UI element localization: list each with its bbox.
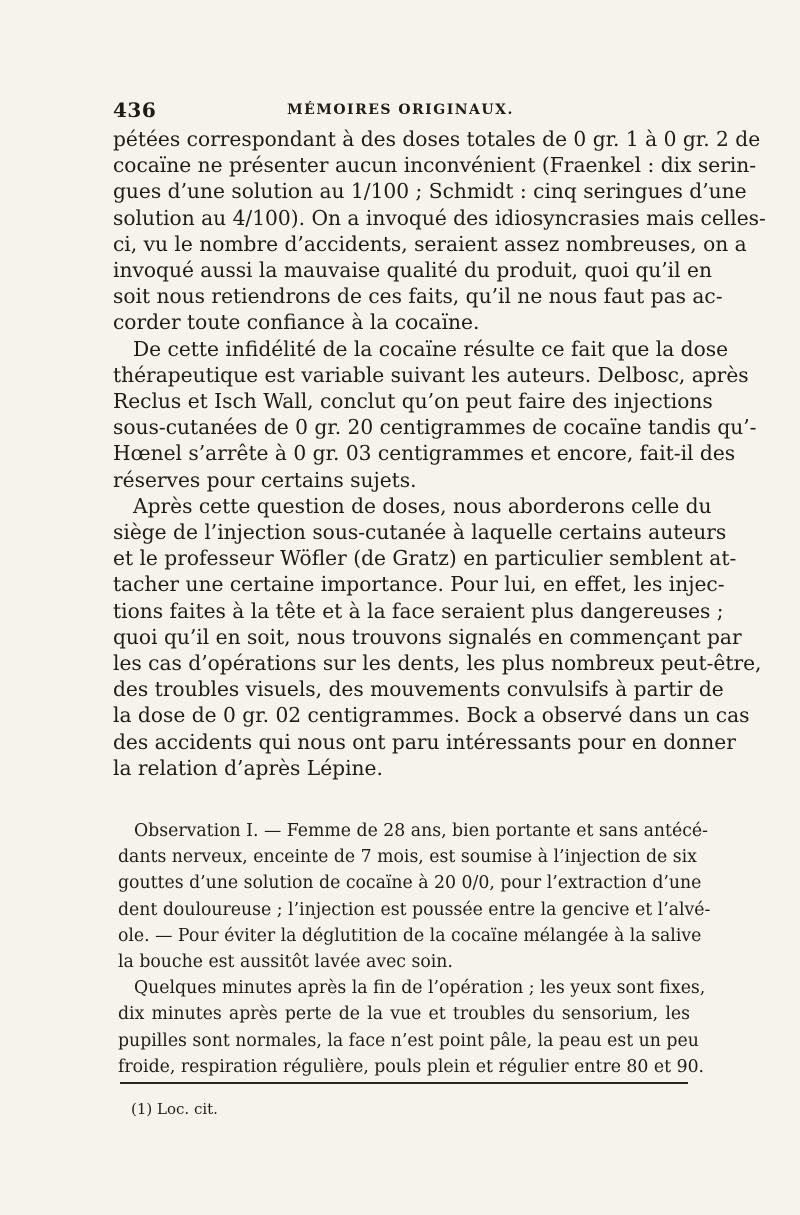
text-line: les cas d’opérations sur les dents, les plus nombreux peut-être, [113, 651, 762, 676]
text-line: soit nous retiendrons de ces faits, qu’il ne nous faut pas ac- [113, 284, 723, 309]
text-line: tacher une certaine importance. Pour lui, en effet, les injec- [113, 572, 725, 597]
text-line: réserves pour certains sujets. [113, 467, 417, 492]
text-line: la relation d’après Lépine. [113, 755, 383, 780]
text-line: cocaïne ne présenter aucun inconvénient (Fraenkel : dix serin- [113, 153, 757, 178]
text-line: tions faites à la tête et à la face seraient plus dangereuses ; [113, 598, 724, 623]
text-line: des accidents qui nous ont paru intéressants pour en donner [113, 729, 736, 754]
text-line: pétées correspondant à des doses totales de 0 gr. 1 à 0 gr. 2 de [113, 127, 761, 151]
observation-line: Quelques minutes après la fin de l’opération ; les yeux sont fixes, [134, 978, 706, 999]
page-number: 436 [113, 98, 157, 122]
text-line: sous-cutanées de 0 gr. 20 centigrammes de cocaïne tandis qu’- [113, 415, 757, 440]
text-line: solution au 4/100). On a invoqué des idiosyncrasies mais celles- [113, 205, 766, 230]
footnote-rule [120, 1082, 688, 1084]
observation-line: dent douloureuse ; l’injection est poussée entre la gencive et l’alvé- [118, 899, 711, 920]
text-line: De cette infidélité de la cocaïne résulte ce fait que la dose [133, 336, 729, 361]
running-head: MÉMOIRES ORIGINAUX. [287, 102, 514, 118]
observation-block [118, 818, 711, 1080]
observation-line: ole. — Pour éviter la déglutition de la cocaïne mélangée à la salive [118, 925, 702, 946]
body-text [113, 126, 766, 781]
text-line: des troubles visuels, des mouvements convulsifs à partir de [113, 677, 724, 702]
observation-line: dants nerveux, enceinte de 7 mois, est soumise à l’injection de six [118, 847, 697, 868]
text-line: ci, vu le nombre d’accidents, seraient assez nombreuses, on a [113, 231, 747, 256]
text-line: gues d’une solution au 1/100 ; Schmidt : cinq seringues d’une [113, 179, 747, 204]
observation-line: la bouche est aussitôt lavée avec soin. [118, 952, 453, 973]
observation-line: Observation I. — Femme de 28 ans, bien portante et sans antécé- [134, 821, 708, 841]
text-line: Hœnel s’arrête à 0 gr. 03 centigrammes et encore, fait-il des [113, 441, 736, 466]
text-line: Reclus et Isch Wall, conclut qu’on peut faire des injections [113, 389, 713, 414]
text-line: siège de l’injection sous-cutanée à laquelle certains auteurs [113, 520, 727, 545]
observation-line: dix minutes après perte de la vue et troubles du sensorium, les [118, 1004, 690, 1025]
observation-line: pupilles sont normales, la face n’est point pâle, la peau est un peu [118, 1030, 699, 1051]
page-header [113, 98, 688, 124]
text-line: quoi qu’il en soit, nous trouvons signalés en commençant par [113, 624, 742, 649]
text-line: corder toute confiance à la cocaïne. [113, 310, 480, 335]
text-line: Après cette question de doses, nous aborderons celle du [133, 493, 712, 518]
text-line: invoqué aussi la mauvaise qualité du produit, quoi qu’il en [113, 258, 712, 283]
text-line: et le professeur Wöfler (de Gratz) en particulier semblent at- [113, 546, 737, 571]
footnote: (1) Loc. cit. [131, 1100, 218, 1118]
observation-line: froide, respiration régulière, pouls plein et régulier entre 80 et 90. [118, 1056, 705, 1077]
text-line: la dose de 0 gr. 02 centigrammes. Bock a observé dans un cas [113, 703, 750, 728]
text-line: thérapeutique est variable suivant les auteurs. Delbosc, après [113, 362, 749, 387]
observation-line: gouttes d’une solution de cocaïne à 20 0/0, pour l’extraction d’une [118, 873, 702, 894]
